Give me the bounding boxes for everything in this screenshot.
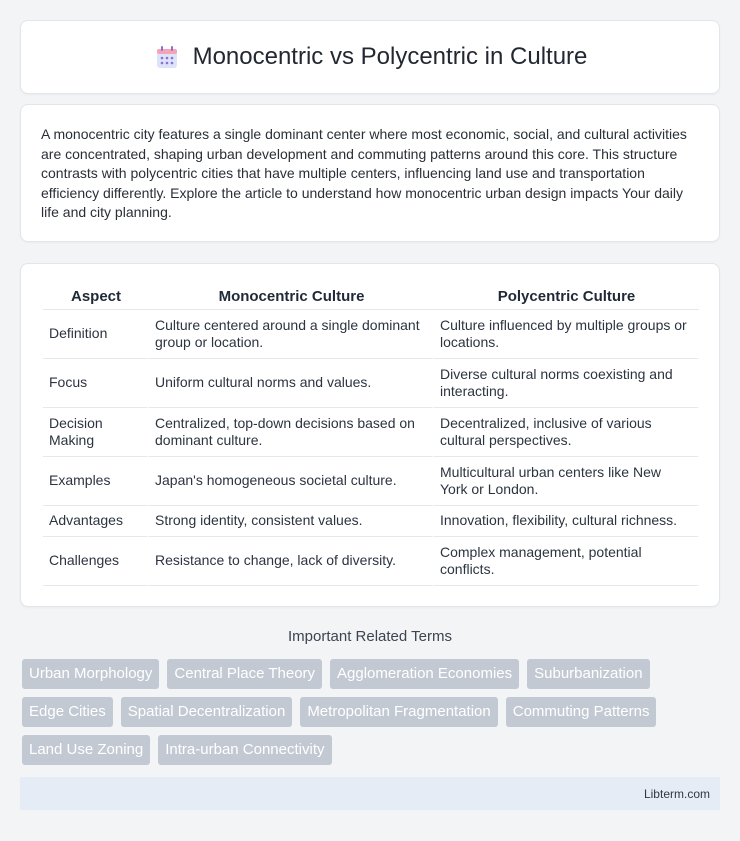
table-row: [43, 506, 699, 537]
row-aspect: Focus: [43, 359, 149, 408]
comparison-table-card: [20, 263, 720, 607]
term-tag[interactable]: Suburbanization: [527, 659, 649, 689]
footer: [20, 777, 720, 810]
row-aspect: Definition: [43, 310, 149, 359]
row-aspect: Examples: [43, 457, 149, 506]
row-monocentric: Uniform cultural norms and values.: [149, 359, 434, 408]
row-monocentric: Resistance to change, lack of diversity.: [149, 537, 434, 586]
header-card: [20, 20, 720, 94]
table-row: [43, 408, 699, 457]
title-wrap: [153, 43, 588, 71]
term-tag[interactable]: Metropolitan Fragmentation: [300, 697, 497, 727]
row-polycentric: Diverse cultural norms coexisting and interacting.: [434, 359, 699, 408]
header-aspect: Aspect: [43, 284, 149, 310]
intro-card: [20, 104, 720, 242]
term-tag[interactable]: Urban Morphology: [22, 659, 159, 689]
table-row: [43, 457, 699, 506]
row-aspect: Decision Making: [43, 408, 149, 457]
row-polycentric: Multicultural urban centers like New York or London.: [434, 457, 699, 506]
row-polycentric: Complex management, potential conflicts.: [434, 537, 699, 586]
term-tag[interactable]: Spatial Decentralization: [121, 697, 293, 727]
table-row: [43, 537, 699, 586]
row-monocentric: Strong identity, consistent values.: [149, 506, 434, 537]
row-aspect: Challenges: [43, 537, 149, 586]
term-tag[interactable]: Land Use Zoning: [22, 735, 150, 765]
term-tag[interactable]: Commuting Patterns: [506, 697, 657, 727]
table-row: [43, 359, 699, 408]
footer-site-link[interactable]: Libterm.com: [643, 786, 710, 801]
row-polycentric: Decentralized, inclusive of various cultural perspectives.: [434, 408, 699, 457]
row-monocentric: Centralized, top-down decisions based on dominant culture.: [149, 408, 434, 457]
term-tag[interactable]: Intra-urban Connectivity: [158, 735, 331, 765]
term-tag[interactable]: Agglomeration Economies: [330, 659, 519, 689]
comparison-table: [43, 284, 699, 586]
calendar-icon: [153, 43, 181, 71]
row-polycentric: Innovation, flexibility, cultural richness.: [434, 506, 699, 537]
table-row: [43, 310, 699, 359]
intro-text: A monocentric city features a single dominant center where most economic, social, and cultural activities are concentrated, shaping urban development and commuting patterns around this core. This structure contrasts with polycentric cities that have multiple centers, influencing land use and transportation efficiency differently. Explore the article to understand how monocentric urban design impacts Your daily life and city planning.: [41, 126, 687, 220]
row-monocentric: Japan's homogeneous societal culture.: [149, 457, 434, 506]
related-terms-heading: Important Related Terms: [288, 628, 452, 645]
header-monocentric: Monocentric Culture: [149, 284, 434, 310]
term-tag[interactable]: Central Place Theory: [167, 659, 322, 689]
related-terms-list: [22, 659, 722, 765]
row-aspect: Advantages: [43, 506, 149, 537]
page-title: Monocentric vs Polycentric in Culture: [192, 43, 588, 70]
header-polycentric: Polycentric Culture: [434, 284, 699, 310]
row-polycentric: Culture influenced by multiple groups or locations.: [434, 310, 699, 359]
row-monocentric: Culture centered around a single dominant group or location.: [149, 310, 434, 359]
term-tag[interactable]: Edge Cities: [22, 697, 113, 727]
table-header-row: [43, 284, 699, 310]
